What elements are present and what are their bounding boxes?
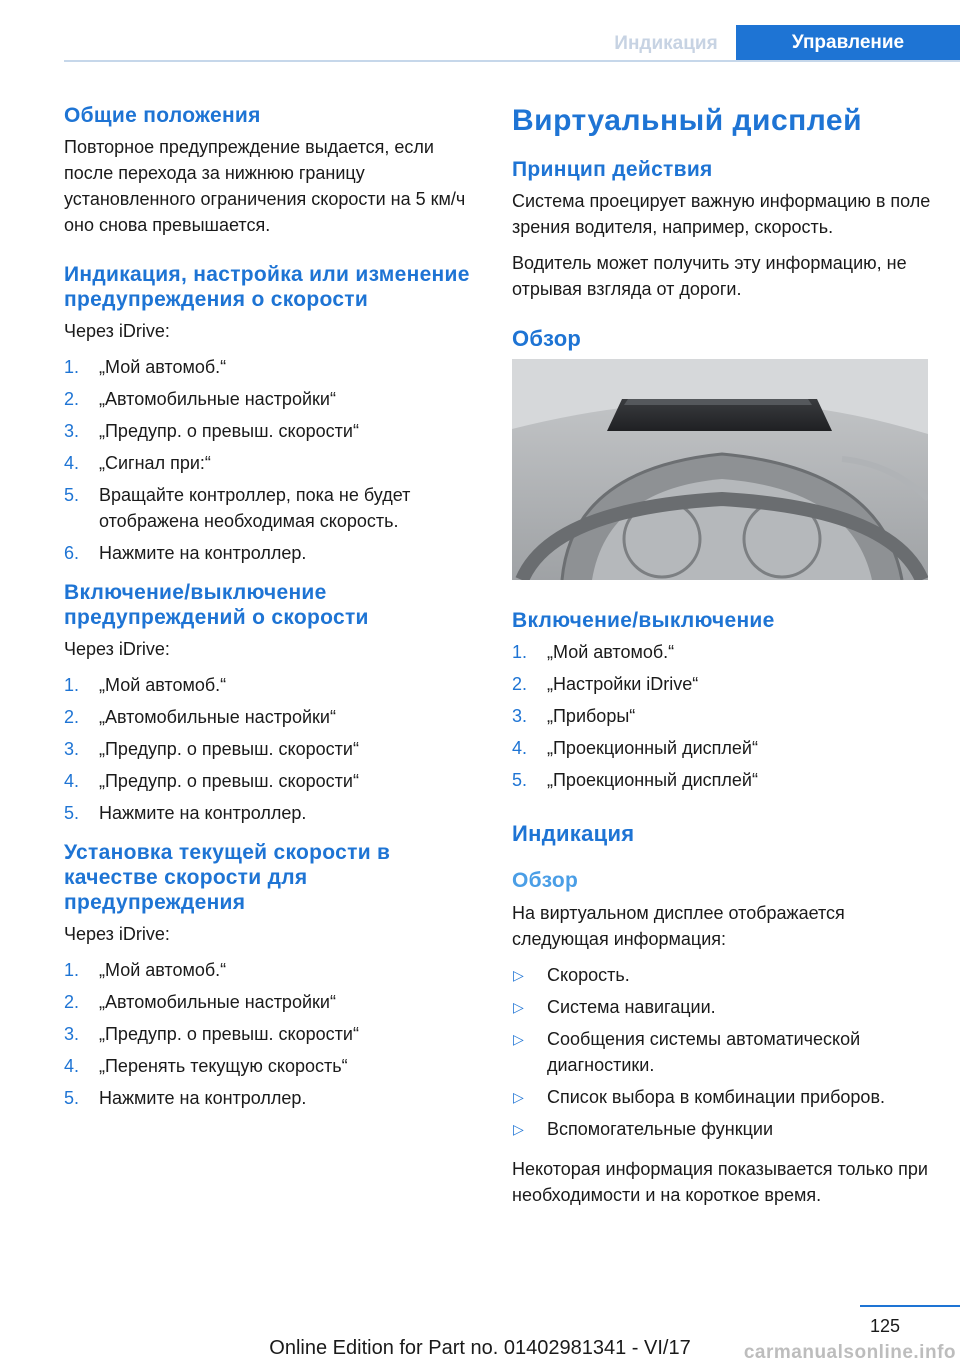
steps-list	[64, 957, 480, 1111]
triangle-bullet-icon: ▷	[513, 967, 524, 983]
paragraph-general: Повторное предупреждение выдается, если после перехода за нижнюю границу установленного ограничения скорости на 5 км/ч оно снова превышается.	[64, 137, 466, 235]
steps-list	[64, 354, 480, 566]
tab-indication[interactable]: Индикация	[614, 33, 718, 54]
list-item: 4. „Предупр. о превыш. скорости“	[64, 771, 359, 791]
list-item: 1. „Мой автомоб.“	[64, 675, 227, 695]
list-item: ▷ Сообщения системы автоматической диагностики.	[512, 1026, 932, 1078]
edition-note: Online Edition for Part no. 01402981341 - VI/17	[269, 1337, 691, 1359]
intro-idrive: Через iDrive:	[64, 924, 170, 944]
list-item: ▷ Скорость.	[512, 962, 932, 988]
list-item: 1. „Мой автомоб.“	[64, 357, 227, 377]
triangle-bullet-icon: ▷	[513, 1031, 524, 1047]
left-column	[64, 103, 480, 1125]
heading-set-current-speed: Установка текущей скорости в качестве скорости для предупреждения	[64, 841, 391, 914]
list-item: 2. „Автомобильные настройки“	[64, 992, 336, 1012]
list-item: 2. „Автомобильные настройки“	[64, 389, 336, 409]
heading-overview: Обзор	[512, 326, 582, 351]
list-item: ▷ Список выбора в комбинации приборов.	[512, 1084, 932, 1110]
paragraph-principle-1: Система проецирует важную информацию в поле зрения водителя, например, скорость.	[512, 191, 931, 237]
list-item: 4. „Сигнал при:“	[64, 453, 211, 473]
list-item: 5. Нажмите на контроллер.	[64, 803, 307, 823]
list-item: 2. „Настройки iDrive“	[512, 674, 699, 694]
paragraph-indication-outro: Некоторая информация показывается только при необходимости и на короткое время.	[512, 1159, 928, 1205]
list-item: 4. „Перенять текущую скорость“	[64, 1056, 348, 1076]
list-item: 3. „Приборы“	[512, 706, 636, 726]
steps-list	[512, 639, 932, 793]
heading-onoff: Включение/выключение	[512, 609, 775, 632]
intro-idrive: Через iDrive:	[64, 321, 170, 341]
list-item: 5. Нажмите на контроллер.	[64, 1088, 307, 1108]
list-item: 5. Вращайте контроллер, пока не будет отображена необходимая скорость.	[64, 485, 411, 531]
heading-warnings-onoff: Включение/выключение предупреждений о скорости	[64, 581, 369, 629]
footer-divider	[860, 1305, 960, 1307]
heading-virtual-display: Виртуальный дисплей	[512, 104, 863, 137]
list-item: 2. „Автомобильные настройки“	[64, 707, 336, 727]
list-item: 4. „Проекционный дисплей“	[512, 738, 758, 758]
bullet-list	[512, 962, 932, 1142]
paragraph-principle-2: Водитель может получить эту информацию, не отрывая взгляда от дороги.	[512, 253, 907, 299]
list-item: ▷ Система навигации.	[512, 994, 932, 1020]
list-item: 3. „Предупр. о превыш. скорости“	[64, 1024, 359, 1044]
list-item: 6. Нажмите на контроллер.	[64, 543, 307, 563]
intro-idrive: Через iDrive:	[64, 639, 170, 659]
triangle-bullet-icon: ▷	[513, 1089, 524, 1105]
list-item: 1. „Мой автомоб.“	[512, 642, 675, 662]
triangle-bullet-icon: ▷	[513, 999, 524, 1015]
list-item: 3. „Предупр. о превыш. скорости“	[64, 739, 359, 759]
header-divider	[64, 60, 960, 62]
right-column	[512, 103, 932, 1218]
subheading-overview: Обзор	[512, 869, 579, 892]
heading-speed-warning-settings: Индикация, настройка или изменение предупреждения о скорости	[64, 263, 470, 311]
heading-indication: Индикация	[512, 821, 635, 846]
dashboard-photo	[512, 359, 928, 580]
heading-general: Общие положения	[64, 104, 261, 127]
list-item: 1. „Мой автомоб.“	[64, 960, 227, 980]
triangle-bullet-icon: ▷	[513, 1121, 524, 1137]
list-item: 5. „Проекционный дисплей“	[512, 770, 758, 790]
heading-principle: Принцип действия	[512, 158, 713, 181]
page-number: 125	[869, 1316, 900, 1336]
watermark: carmanualsonline.info	[743, 1342, 956, 1363]
list-item: 3. „Предупр. о превыш. скорости“	[64, 421, 359, 441]
paragraph-indication-intro: На виртуальном дисплее отображается следующая информация:	[512, 903, 845, 949]
steps-list	[64, 672, 480, 826]
tab-controls[interactable]: Управление	[736, 25, 960, 61]
list-item: ▷ Вспомогательные функции	[512, 1116, 932, 1142]
